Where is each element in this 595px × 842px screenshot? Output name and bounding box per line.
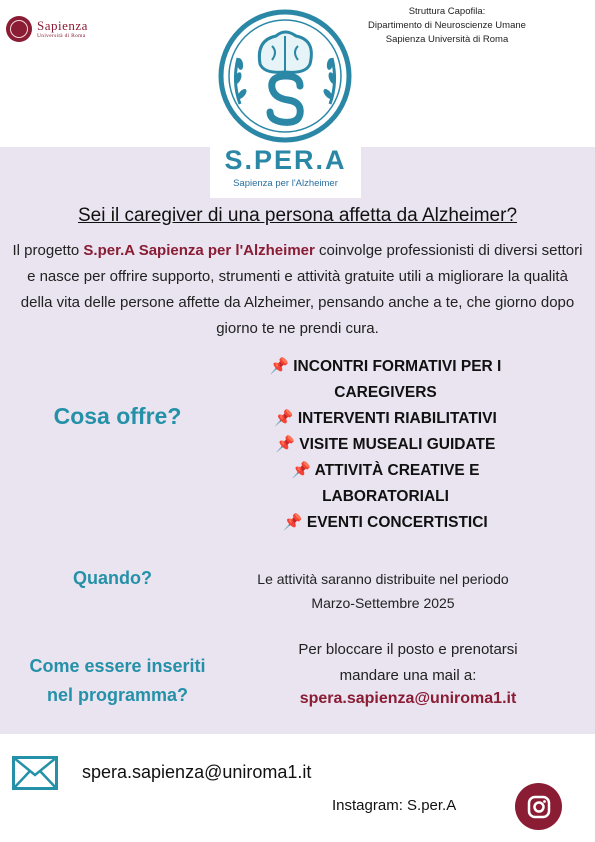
logo-name: S.PER.A [224,145,347,175]
university-subtitle: Università di Roma [37,32,86,39]
structure-line: Struttura Capofila: [408,6,486,17]
when-label: Quando? [73,568,152,588]
pushpin-icon: 📌 [275,436,295,453]
instagram-icon [527,795,551,819]
intro-paragraph [10,238,585,342]
instagram-handle[interactable]: Instagram: S.per.A [332,797,457,814]
offer-label: Cosa offre? [53,403,182,429]
sapienza-seal-icon [6,16,32,42]
offer-item: 📌 EVENTI CONCERTISTICI [283,514,488,531]
university-name: Sapienza [37,17,88,33]
project-name-highlight: S.per.A Sapienza per l'Alzheimer [83,242,315,259]
logo-tagline: Sapienza per l'Alzheimer [233,178,338,189]
offer-list [233,354,538,536]
offer-item: 📌 VISITE MUSEALI GUIDATE [275,436,496,453]
pushpin-icon: 📌 [291,462,311,479]
how-text: Per bloccare il posto e prenotarsi mandare una mail a: [298,641,518,684]
pushpin-icon: 📌 [283,514,303,531]
pushpin-icon: 📌 [274,410,294,427]
how-label: Come essere inseriti nel programma? [29,656,206,705]
brain-logo-icon [210,2,361,147]
offer-item: 📌 ATTIVITÀ CREATIVE E LABORATORIALI [291,462,480,505]
structure-line: Dipartimento di Neuroscienze Umane [368,20,526,31]
main-question: Sei il caregiver di una persona affetta da Alzheimer? [77,205,518,226]
offer-item: 📌 INCONTRI FORMATIVI PER I CAREGIVERS [269,358,502,401]
footer-email[interactable]: spera.sapienza@uniroma1.it [82,762,312,782]
instagram-button[interactable] [515,783,562,830]
intro-text-after: coinvolge professionisti di diversi settori e nasce per offrire supporto, strumenti e attività gratuite utili a migliorare la qualità della vita delle persone affette da Alzheimer, pensando anche a te, che giorno dopo giorno te ne prendi cura. [20,242,583,337]
sapienza-logo [6,16,88,42]
pushpin-icon: 📌 [269,358,289,375]
contact-email-link[interactable]: spera.sapienza@uniroma1.it [299,690,517,707]
intro-text-before: Il progetto [12,242,84,259]
when-text: Le attività saranno distribuite nel periodo Marzo-Settembre 2025 [257,571,509,611]
mail-icon[interactable] [12,756,58,790]
offer-item: 📌 INTERVENTI RIABILITATIVI [274,410,497,427]
structure-line: Sapienza Università di Roma [385,34,509,45]
structure-info [337,5,557,47]
